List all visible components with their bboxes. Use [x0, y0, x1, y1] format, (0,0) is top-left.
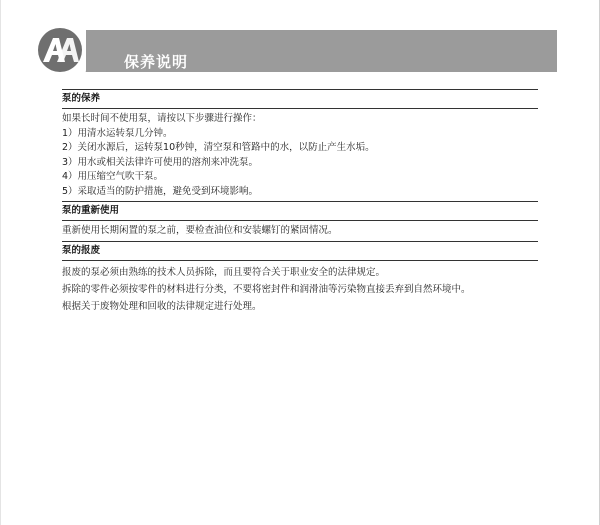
paragraph: 报废的泵必须由熟练的技术人员拆除，而且要符合关于职业安全的法律规定。: [62, 266, 386, 278]
section-title: 泵的重新使用: [62, 201, 538, 221]
paragraph: 如果长时间不使用泵，请按以下步骤进行操作：: [62, 113, 262, 124]
paragraph: 根据关于废物处理和回收的法律规定进行处理。: [62, 300, 262, 312]
page-title: 保养说明: [124, 53, 189, 71]
paragraph: 拆除的零件必须按零件的材料进行分类，不要将密封件和润滑油等污染物直接丢弃到自然环境中。: [62, 283, 471, 295]
list-item: 4）用压缩空气吹干泵。: [62, 171, 164, 182]
list-item: 5）采取适当的防护措施，避免受到环境影响。: [62, 185, 259, 197]
section-pump-disposal: [62, 241, 538, 315]
list-item: 2）关闭水源后，运转泵10秒钟，清空泵和管路中的水，以防止产生水垢。: [62, 142, 375, 153]
list-item: 3）用水或相关法律许可使用的溶剂来冲洗泵。: [62, 156, 259, 168]
document-body: [62, 89, 538, 315]
paragraph: 重新使用长期闲置的泵之前，要检查油位和安装螺钉的紧固情况。: [62, 225, 338, 236]
section-title: 泵的报废: [62, 241, 538, 261]
list-item: 1）用清水运转泵几分钟。: [62, 127, 173, 139]
section-pump-maintenance: [62, 89, 538, 199]
aa-logo-icon: [34, 24, 86, 76]
page-edge-left: [0, 0, 1, 525]
section-title: 泵的保养: [62, 89, 538, 109]
section-pump-reuse: [62, 201, 538, 239]
